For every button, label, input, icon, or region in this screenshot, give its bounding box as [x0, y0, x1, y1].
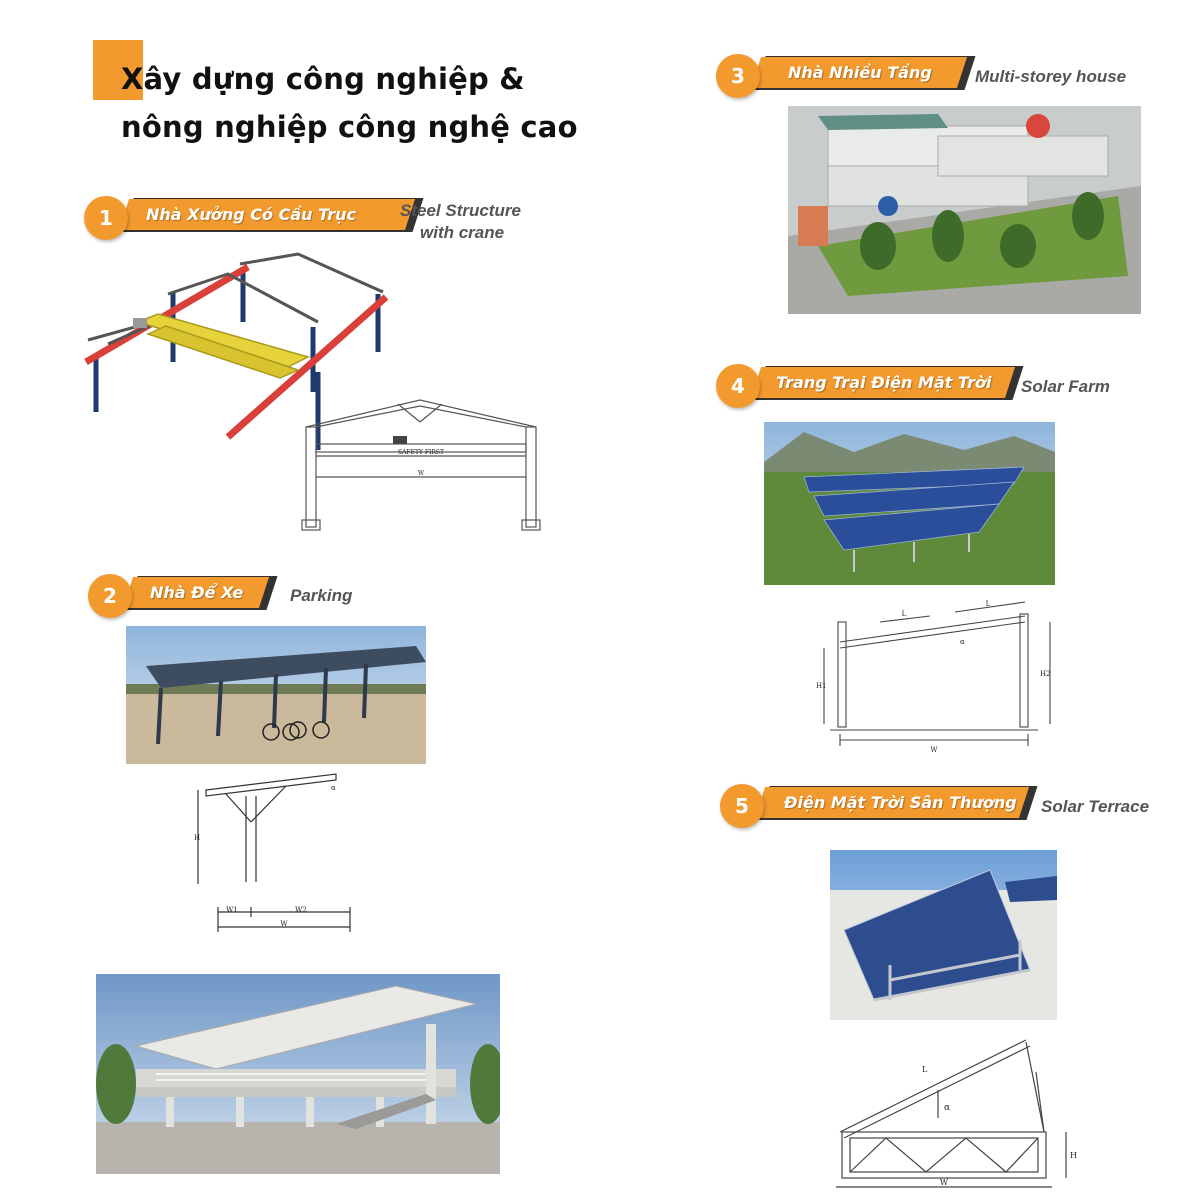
title-line-2: nông nghiệp công nghệ cao: [121, 110, 578, 144]
section-header-3: [716, 54, 966, 100]
section-label-en-5: Solar Terrace: [1041, 797, 1150, 816]
multi-storey-house-render: [788, 106, 1141, 314]
section-label-vi-4: Trang Trại Điện Mặt Trời: [776, 373, 992, 392]
two-storey-building-render: [96, 974, 500, 1174]
section-label-en-2: Parking: [290, 586, 353, 605]
solar-terrace-technical-drawing: [826, 1032, 1084, 1192]
solar-farm-width-label: W: [930, 746, 938, 754]
section-number-4: 4: [716, 364, 760, 408]
section-label-vi-5: Điện Mặt Trời Sân Thượng: [784, 793, 1017, 812]
solar-farm-technical-drawing: [810, 592, 1058, 760]
terrace-height-label: H: [1070, 1151, 1077, 1160]
section-label-vi-3: Nhà Nhiều Tầng: [788, 63, 932, 82]
section-header-2: [88, 574, 278, 620]
page-title: [93, 40, 653, 150]
section-number-1: 1: [84, 196, 128, 240]
parking-height-label: H: [194, 834, 201, 842]
solar-farm-h1-label: H1: [816, 682, 827, 690]
title-line-1: Xây dựng công nghiệp &: [121, 62, 525, 96]
section-label-vi-1: Nhà Xưởng Có Cầu Trục: [146, 205, 357, 224]
section-label-vi-2: Nhà Để Xe: [150, 583, 244, 602]
section-header-5: [720, 784, 1030, 830]
solar-farm-h2-label: H2: [1040, 670, 1051, 678]
solar-farm-length-1: L: [901, 610, 907, 618]
parking-technical-drawing: [186, 762, 366, 938]
parking-w2-label: W2: [295, 906, 307, 914]
terrace-angle-label: α: [944, 1103, 951, 1113]
section-header-4: [716, 364, 1016, 410]
terrace-width-label: W: [939, 1178, 949, 1187]
section-label-en-3: Multi-storey house: [975, 67, 1127, 86]
section-number-2: 2: [88, 574, 132, 618]
section-header-1: [84, 196, 394, 242]
solar-farm-length-2: L: [985, 600, 991, 608]
solar-farm-angle-label: α: [960, 638, 965, 646]
section-number-3: 3: [716, 54, 760, 98]
crane-technical-drawing: [298, 392, 544, 542]
parking-w1-label: W1: [226, 906, 238, 914]
section-label-en-1b: with crane: [420, 223, 505, 242]
parking-width-label: W: [280, 920, 288, 928]
crane-width-label: W: [417, 470, 425, 477]
parking-angle-label: α: [331, 784, 336, 792]
section-number-5: 5: [720, 784, 764, 828]
section-label-en-1a: Steel Structure: [400, 201, 521, 220]
solar-terrace-photo: [830, 850, 1057, 1020]
solar-farm-render: [764, 422, 1055, 585]
parking-photo: [126, 626, 426, 764]
section-label-en-4: Solar Farm: [1021, 377, 1110, 396]
terrace-length-label: L: [922, 1065, 928, 1074]
crane-sign-text: SAFETY FIRST: [397, 449, 445, 456]
